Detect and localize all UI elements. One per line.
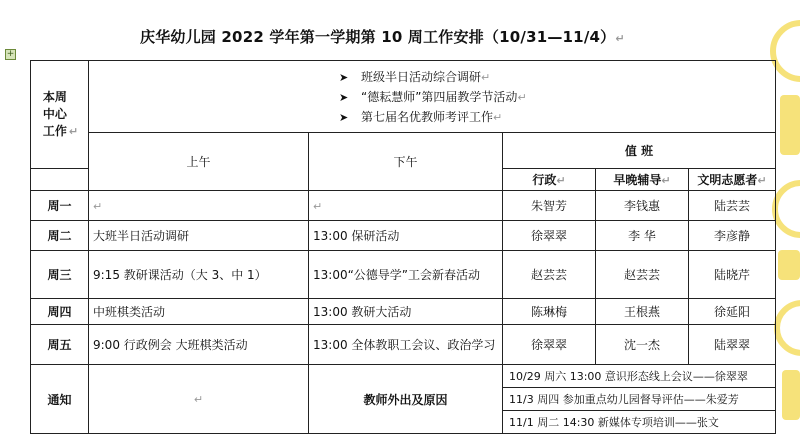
decor-bar (780, 95, 800, 155)
teacher-out-label-text: 教师外出及原因 (363, 392, 448, 407)
table-row (31, 191, 776, 221)
paragraph-mark: ↵ (556, 174, 566, 187)
center-item-text: “德耘慧师”第四届教学节活动 (361, 90, 518, 104)
early-cell (596, 251, 689, 299)
admin-cell (503, 191, 596, 221)
day-text: 周三 (47, 268, 72, 282)
volunteer-text: 陆晓芹 (713, 268, 750, 282)
schedule-table (30, 60, 776, 434)
paragraph-mark: ↵ (93, 199, 103, 213)
header-volunteer (689, 169, 776, 191)
am-cell (89, 299, 309, 325)
center-work-label-text: 本周中心工作 (42, 90, 67, 138)
notice-item-text: 11/1 周二 14:30 新媒体专项培训——张文 (509, 416, 719, 429)
admin-text: 徐翠翠 (530, 229, 567, 243)
paragraph-mark: ↵ (757, 174, 767, 187)
notice-item-text: 11/3 周四 参加重点幼儿园督导评估——朱爱芳 (509, 393, 739, 406)
paragraph-mark: ↵ (493, 111, 503, 124)
early-cell (596, 325, 689, 365)
volunteer-cell (689, 299, 776, 325)
list-item (503, 411, 775, 433)
arrow-bullet-icon: ➤ (339, 111, 349, 124)
early-cell (596, 299, 689, 325)
day-cell (31, 191, 89, 221)
day-text: 周一 (47, 199, 72, 213)
center-work-list (89, 61, 776, 133)
list-item (503, 365, 775, 388)
list-item (339, 88, 771, 105)
day-text: 周二 (47, 229, 72, 243)
admin-cell (503, 299, 596, 325)
am-cell (89, 325, 309, 365)
am-cell (89, 191, 309, 221)
volunteer-text: 徐延阳 (713, 305, 750, 319)
decor-bar (782, 370, 800, 420)
am-text: 大班半日活动调研 (93, 229, 190, 243)
teacher-out-label (309, 365, 503, 434)
document-title (140, 26, 680, 47)
volunteer-text: 李彦静 (713, 229, 750, 243)
early-text: 沈一杰 (623, 338, 660, 352)
am-text: 中班棋类活动 (93, 305, 166, 319)
table-row (31, 299, 776, 325)
paragraph-mark: ↵ (481, 71, 491, 84)
day-cell (31, 325, 89, 365)
day-cell (31, 299, 89, 325)
pm-cell (309, 221, 503, 251)
early-text: 赵芸芸 (623, 268, 660, 282)
volunteer-cell (689, 221, 776, 251)
title-text: 庆华幼儿园 2022 学年第一学期第 10 周工作安排（10/31—11/4） (140, 28, 616, 46)
am-cell (89, 221, 309, 251)
header-early-late-text: 早晚辅导 (613, 173, 662, 187)
header-admin (503, 169, 596, 191)
admin-text: 徐翠翠 (530, 338, 567, 352)
center-item-text: 班级半日活动综合调研 (361, 70, 482, 84)
header-morning-text: 上午 (186, 155, 211, 169)
header-duty-text: 值 班 (624, 144, 654, 158)
teacher-out-list (503, 365, 776, 434)
paragraph-mark: ↵ (615, 32, 625, 45)
notice-item-text: 10/29 周六 13:00 意识形态线上会议——徐翠翠 (509, 370, 748, 383)
day-cell (31, 221, 89, 251)
day-cell (31, 251, 89, 299)
arrow-bullet-icon: ➤ (339, 91, 349, 104)
header-early-late (596, 169, 689, 191)
admin-cell (503, 325, 596, 365)
header-admin-text: 行政 (532, 173, 557, 187)
center-work-label (31, 61, 89, 169)
early-cell (596, 221, 689, 251)
list-item (339, 108, 771, 125)
am-text: 9:15 教研课活动（大 3、中 1） (93, 268, 267, 282)
table-move-handle-icon[interactable]: + (6, 49, 15, 59)
table-row (31, 251, 776, 299)
paragraph-mark: ↵ (193, 393, 204, 406)
early-text: 王根燕 (623, 305, 660, 319)
pm-text: 13:00 全体教职工会议、政治学习 (313, 338, 496, 352)
table-row (31, 325, 776, 365)
pm-text: 13:00 保研活动 (313, 229, 400, 243)
header-volunteer-text: 文明志愿者 (697, 173, 758, 187)
center-item-text: 第七届名优教师考评工作 (361, 110, 494, 124)
pm-text: 13:00 教研大活动 (313, 305, 412, 319)
volunteer-cell (689, 191, 776, 221)
day-text: 周四 (47, 305, 72, 319)
volunteer-cell (689, 325, 776, 365)
pm-cell (309, 299, 503, 325)
admin-cell (503, 251, 596, 299)
header-morning (89, 133, 309, 191)
admin-text: 陈琳梅 (530, 305, 567, 319)
pm-cell (309, 191, 503, 221)
early-text: 李钱惠 (623, 199, 660, 213)
early-cell (596, 191, 689, 221)
header-row (31, 133, 776, 169)
header-afternoon-text: 下午 (393, 155, 418, 169)
notice-row (31, 365, 776, 434)
pm-text: 13:00“公德导学”工会新春活动 (313, 268, 481, 282)
decor-ring (774, 300, 800, 356)
paragraph-mark: ↵ (661, 174, 671, 187)
list-item (503, 388, 775, 411)
notice-label-text: 通知 (47, 392, 72, 407)
paragraph-mark: ↵ (313, 199, 323, 213)
volunteer-text: 陆芸芸 (713, 199, 750, 213)
volunteer-cell (689, 251, 776, 299)
pm-cell (309, 325, 503, 365)
volunteer-text: 陆翠翠 (713, 338, 750, 352)
arrow-bullet-icon: ➤ (339, 71, 349, 84)
paragraph-mark: ↵ (517, 91, 527, 104)
list-item (339, 68, 771, 85)
paragraph-mark: ↵ (68, 125, 79, 138)
table-row (31, 221, 776, 251)
early-text: 李 华 (628, 229, 656, 243)
admin-cell (503, 221, 596, 251)
center-work-row (31, 61, 776, 133)
notice-blank-cell (89, 365, 309, 434)
header-weekday-blank (31, 169, 89, 191)
day-text: 周五 (47, 338, 72, 352)
decor-ring (772, 180, 800, 238)
header-duty (503, 133, 776, 169)
am-cell (89, 251, 309, 299)
admin-text: 朱智芳 (530, 199, 567, 213)
notice-label (31, 365, 89, 434)
admin-text: 赵芸芸 (530, 268, 567, 282)
header-afternoon (309, 133, 503, 191)
pm-cell (309, 251, 503, 299)
am-text: 9:00 行政例会 大班棋类活动 (93, 338, 248, 352)
decor-bar (778, 250, 800, 280)
